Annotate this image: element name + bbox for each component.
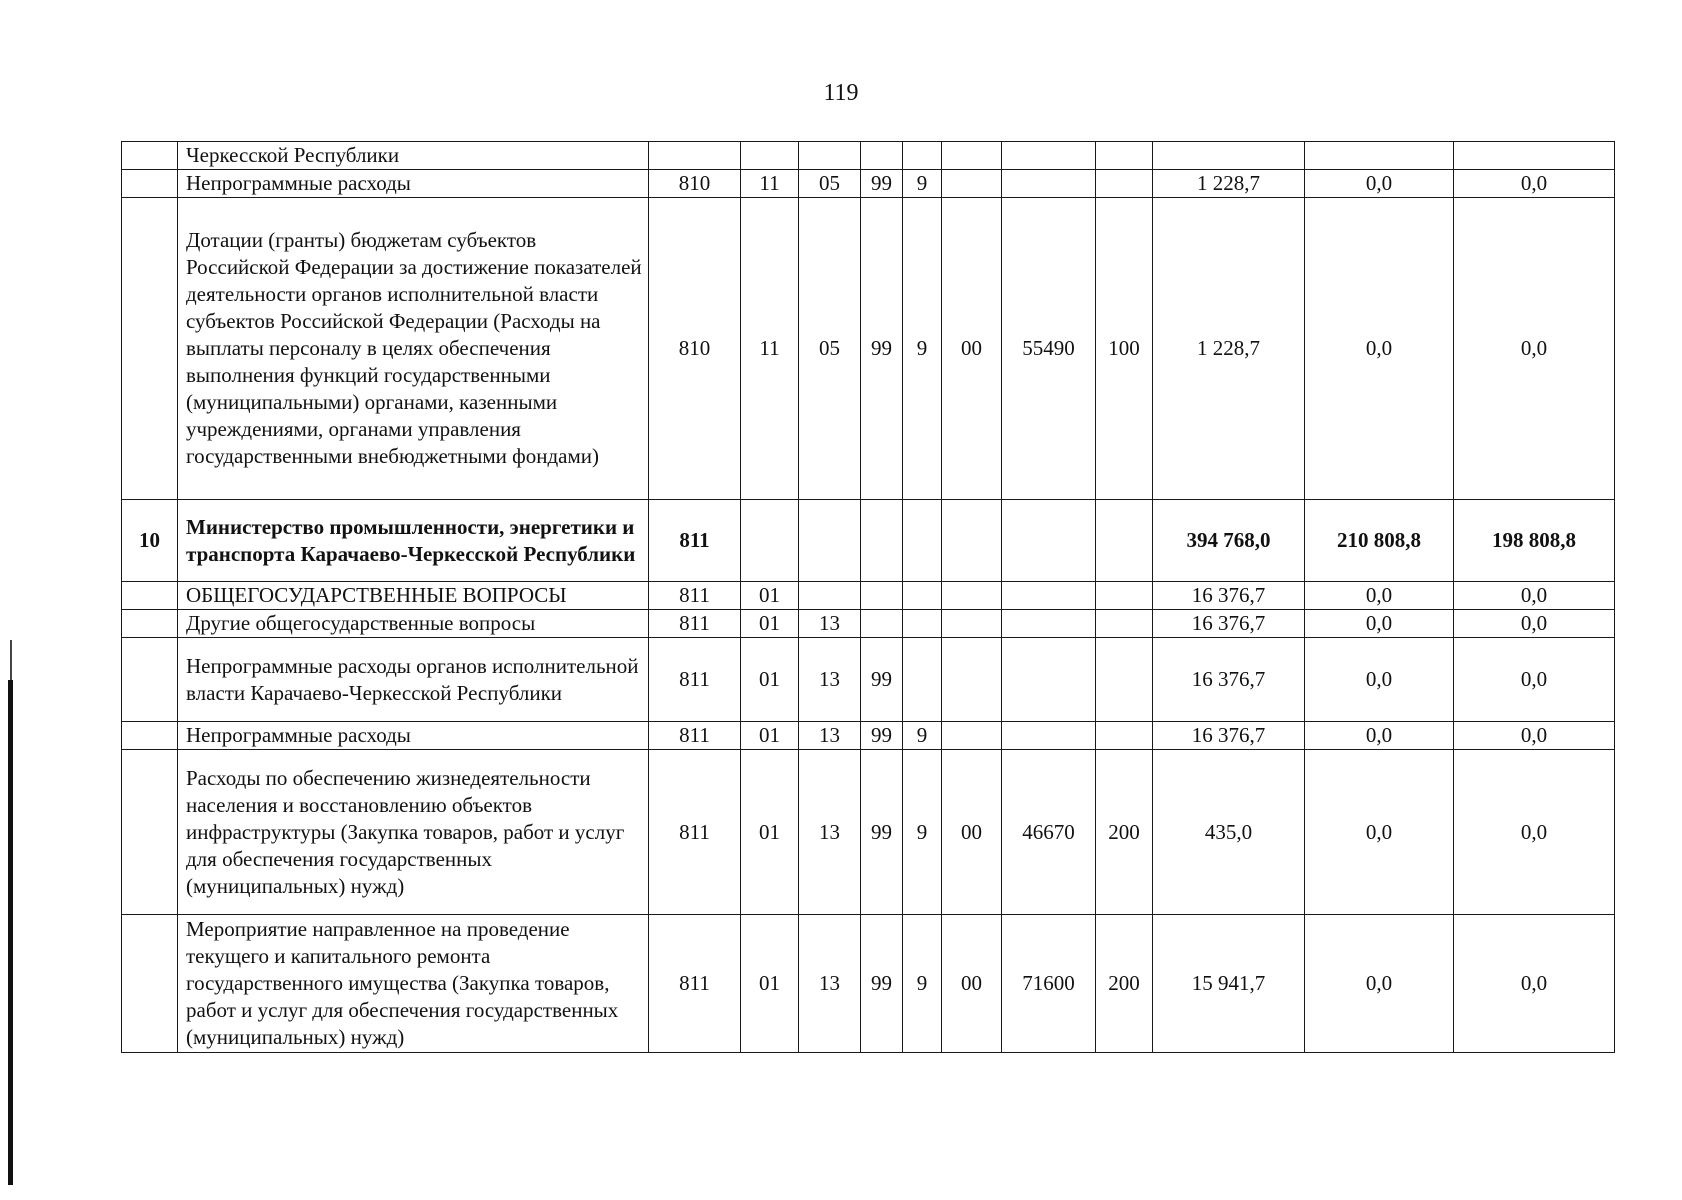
code-subprogram: 9 [903,750,942,915]
budget-table [121,141,1615,1053]
amount-2: 210 808,8 [1305,500,1454,582]
code-expense-type: 200 [1096,915,1153,1053]
code-section: 11 [741,170,799,198]
amount-1: 16 376,7 [1153,582,1305,610]
table-row [122,170,1615,198]
table-row [122,915,1615,1053]
code-expense-type [1096,582,1153,610]
code-section: 01 [741,915,799,1053]
code-activity [942,638,1002,722]
amount-2: 0,0 [1305,722,1454,750]
amount-1: 1 228,7 [1153,198,1305,500]
table-row [122,198,1615,500]
row-number [122,170,178,198]
table-row [122,582,1615,610]
code-program [861,582,903,610]
code-direction [1002,142,1096,170]
code-section: 01 [741,582,799,610]
row-name: Непрограммные расходы [178,170,649,198]
code-ministry: 810 [649,198,741,500]
amount-1 [1153,142,1305,170]
amount-2: 0,0 [1305,582,1454,610]
code-activity [942,722,1002,750]
code-program: 99 [861,750,903,915]
code-subprogram [903,142,942,170]
code-section: 01 [741,610,799,638]
code-activity [942,170,1002,198]
amount-2: 0,0 [1305,170,1454,198]
code-subprogram: 9 [903,722,942,750]
code-subsection [799,582,861,610]
amount-3: 0,0 [1454,750,1615,915]
amount-3 [1454,142,1615,170]
code-program: 99 [861,638,903,722]
amount-3: 0,0 [1454,610,1615,638]
amount-1: 394 768,0 [1153,500,1305,582]
table-row [122,500,1615,582]
code-activity: 00 [942,198,1002,500]
code-program: 99 [861,170,903,198]
code-ministry: 811 [649,610,741,638]
amount-3: 0,0 [1454,915,1615,1053]
code-ministry: 811 [649,722,741,750]
code-subsection [799,500,861,582]
row-number: 10 [122,500,178,582]
code-program [861,142,903,170]
row-name: Мероприятие направленное на проведение текущего и капитального ремонта государственного имущества (Закупка товаров, работ и услуг для обеспечения государственных (муниципальных) нужд) [178,915,649,1053]
table-row [122,722,1615,750]
amount-1: 16 376,7 [1153,638,1305,722]
code-subsection: 05 [799,170,861,198]
code-activity [942,142,1002,170]
code-program: 99 [861,915,903,1053]
amount-2: 0,0 [1305,610,1454,638]
code-subprogram [903,610,942,638]
amount-3: 0,0 [1454,722,1615,750]
code-activity [942,610,1002,638]
code-section [741,142,799,170]
amount-2: 0,0 [1305,638,1454,722]
code-expense-type [1096,722,1153,750]
code-expense-type [1096,142,1153,170]
row-number [122,915,178,1053]
table-row [122,610,1615,638]
code-ministry: 811 [649,750,741,915]
code-expense-type [1096,500,1153,582]
code-subsection: 13 [799,915,861,1053]
code-direction: 71600 [1002,915,1096,1053]
row-number [122,722,178,750]
amount-1: 435,0 [1153,750,1305,915]
amount-3: 0,0 [1454,170,1615,198]
code-subsection: 13 [799,722,861,750]
code-subprogram [903,638,942,722]
amount-3: 0,0 [1454,638,1615,722]
row-name: Непрограммные расходы органов исполнительной власти Карачаево-Черкесской Республики [178,638,649,722]
row-name: Министерство промышленности, энергетики и транспорта Карачаево-Черкесской Республики [178,500,649,582]
amount-2: 0,0 [1305,198,1454,500]
code-subprogram: 9 [903,170,942,198]
code-expense-type: 200 [1096,750,1153,915]
code-expense-type [1096,610,1153,638]
code-direction [1002,500,1096,582]
row-name: Непрограммные расходы [178,722,649,750]
amount-3: 0,0 [1454,582,1615,610]
code-direction [1002,170,1096,198]
code-direction: 46670 [1002,750,1096,915]
amount-1: 15 941,7 [1153,915,1305,1053]
table-row [122,750,1615,915]
row-name: Черкесской Республики [178,142,649,170]
row-name: Другие общегосударственные вопросы [178,610,649,638]
code-subprogram [903,582,942,610]
code-section: 11 [741,198,799,500]
row-number [122,198,178,500]
row-name: ОБЩЕГОСУДАРСТВЕННЫЕ ВОПРОСЫ [178,582,649,610]
row-name: Дотации (гранты) бюджетам субъектов Российской Федерации за достижение показателей деятельности органов исполнительной власти субъектов Российской Федерации (Расходы на выплаты персоналу в целях обеспечения выполнения функций государственными (муниципальными) органами, казенными учреждениями, органами управления государственными внебюджетными фондами) [178,198,649,500]
code-direction [1002,610,1096,638]
code-section [741,500,799,582]
table-row [122,638,1615,722]
row-number [122,142,178,170]
code-program [861,610,903,638]
code-section: 01 [741,638,799,722]
row-name: Расходы по обеспечению жизнедеятельности населения и восстановлению объектов инфраструктуры (Закупка товаров, работ и услуг для обеспечения государственных (муниципальных) нужд) [178,750,649,915]
code-section: 01 [741,750,799,915]
table-row [122,142,1615,170]
amount-1: 16 376,7 [1153,722,1305,750]
code-activity: 00 [942,750,1002,915]
code-program [861,500,903,582]
code-activity: 00 [942,915,1002,1053]
code-expense-type: 100 [1096,198,1153,500]
amount-3: 0,0 [1454,198,1615,500]
code-subsection [799,142,861,170]
code-ministry: 811 [649,500,741,582]
code-ministry: 810 [649,170,741,198]
code-ministry: 811 [649,915,741,1053]
code-expense-type [1096,638,1153,722]
row-number [122,582,178,610]
page-number: 119 [823,80,859,106]
code-subsection: 13 [799,610,861,638]
code-activity [942,500,1002,582]
code-direction: 55490 [1002,198,1096,500]
code-program: 99 [861,722,903,750]
code-ministry: 811 [649,582,741,610]
code-ministry [649,142,741,170]
row-number [122,638,178,722]
code-program: 99 [861,198,903,500]
code-subprogram: 9 [903,198,942,500]
code-ministry: 811 [649,638,741,722]
amount-1: 16 376,7 [1153,610,1305,638]
code-subsection: 13 [799,750,861,915]
code-subsection: 05 [799,198,861,500]
code-activity [942,582,1002,610]
code-subprogram [903,500,942,582]
row-number [122,610,178,638]
code-section: 01 [741,722,799,750]
amount-1: 1 228,7 [1153,170,1305,198]
amount-3: 198 808,8 [1454,500,1615,582]
code-subprogram: 9 [903,915,942,1053]
code-direction [1002,722,1096,750]
code-direction [1002,638,1096,722]
code-direction [1002,582,1096,610]
scan-edge-mark [8,680,13,1185]
amount-2: 0,0 [1305,750,1454,915]
row-number [122,750,178,915]
code-expense-type [1096,170,1153,198]
amount-2: 0,0 [1305,915,1454,1053]
amount-2 [1305,142,1454,170]
code-subsection: 13 [799,638,861,722]
